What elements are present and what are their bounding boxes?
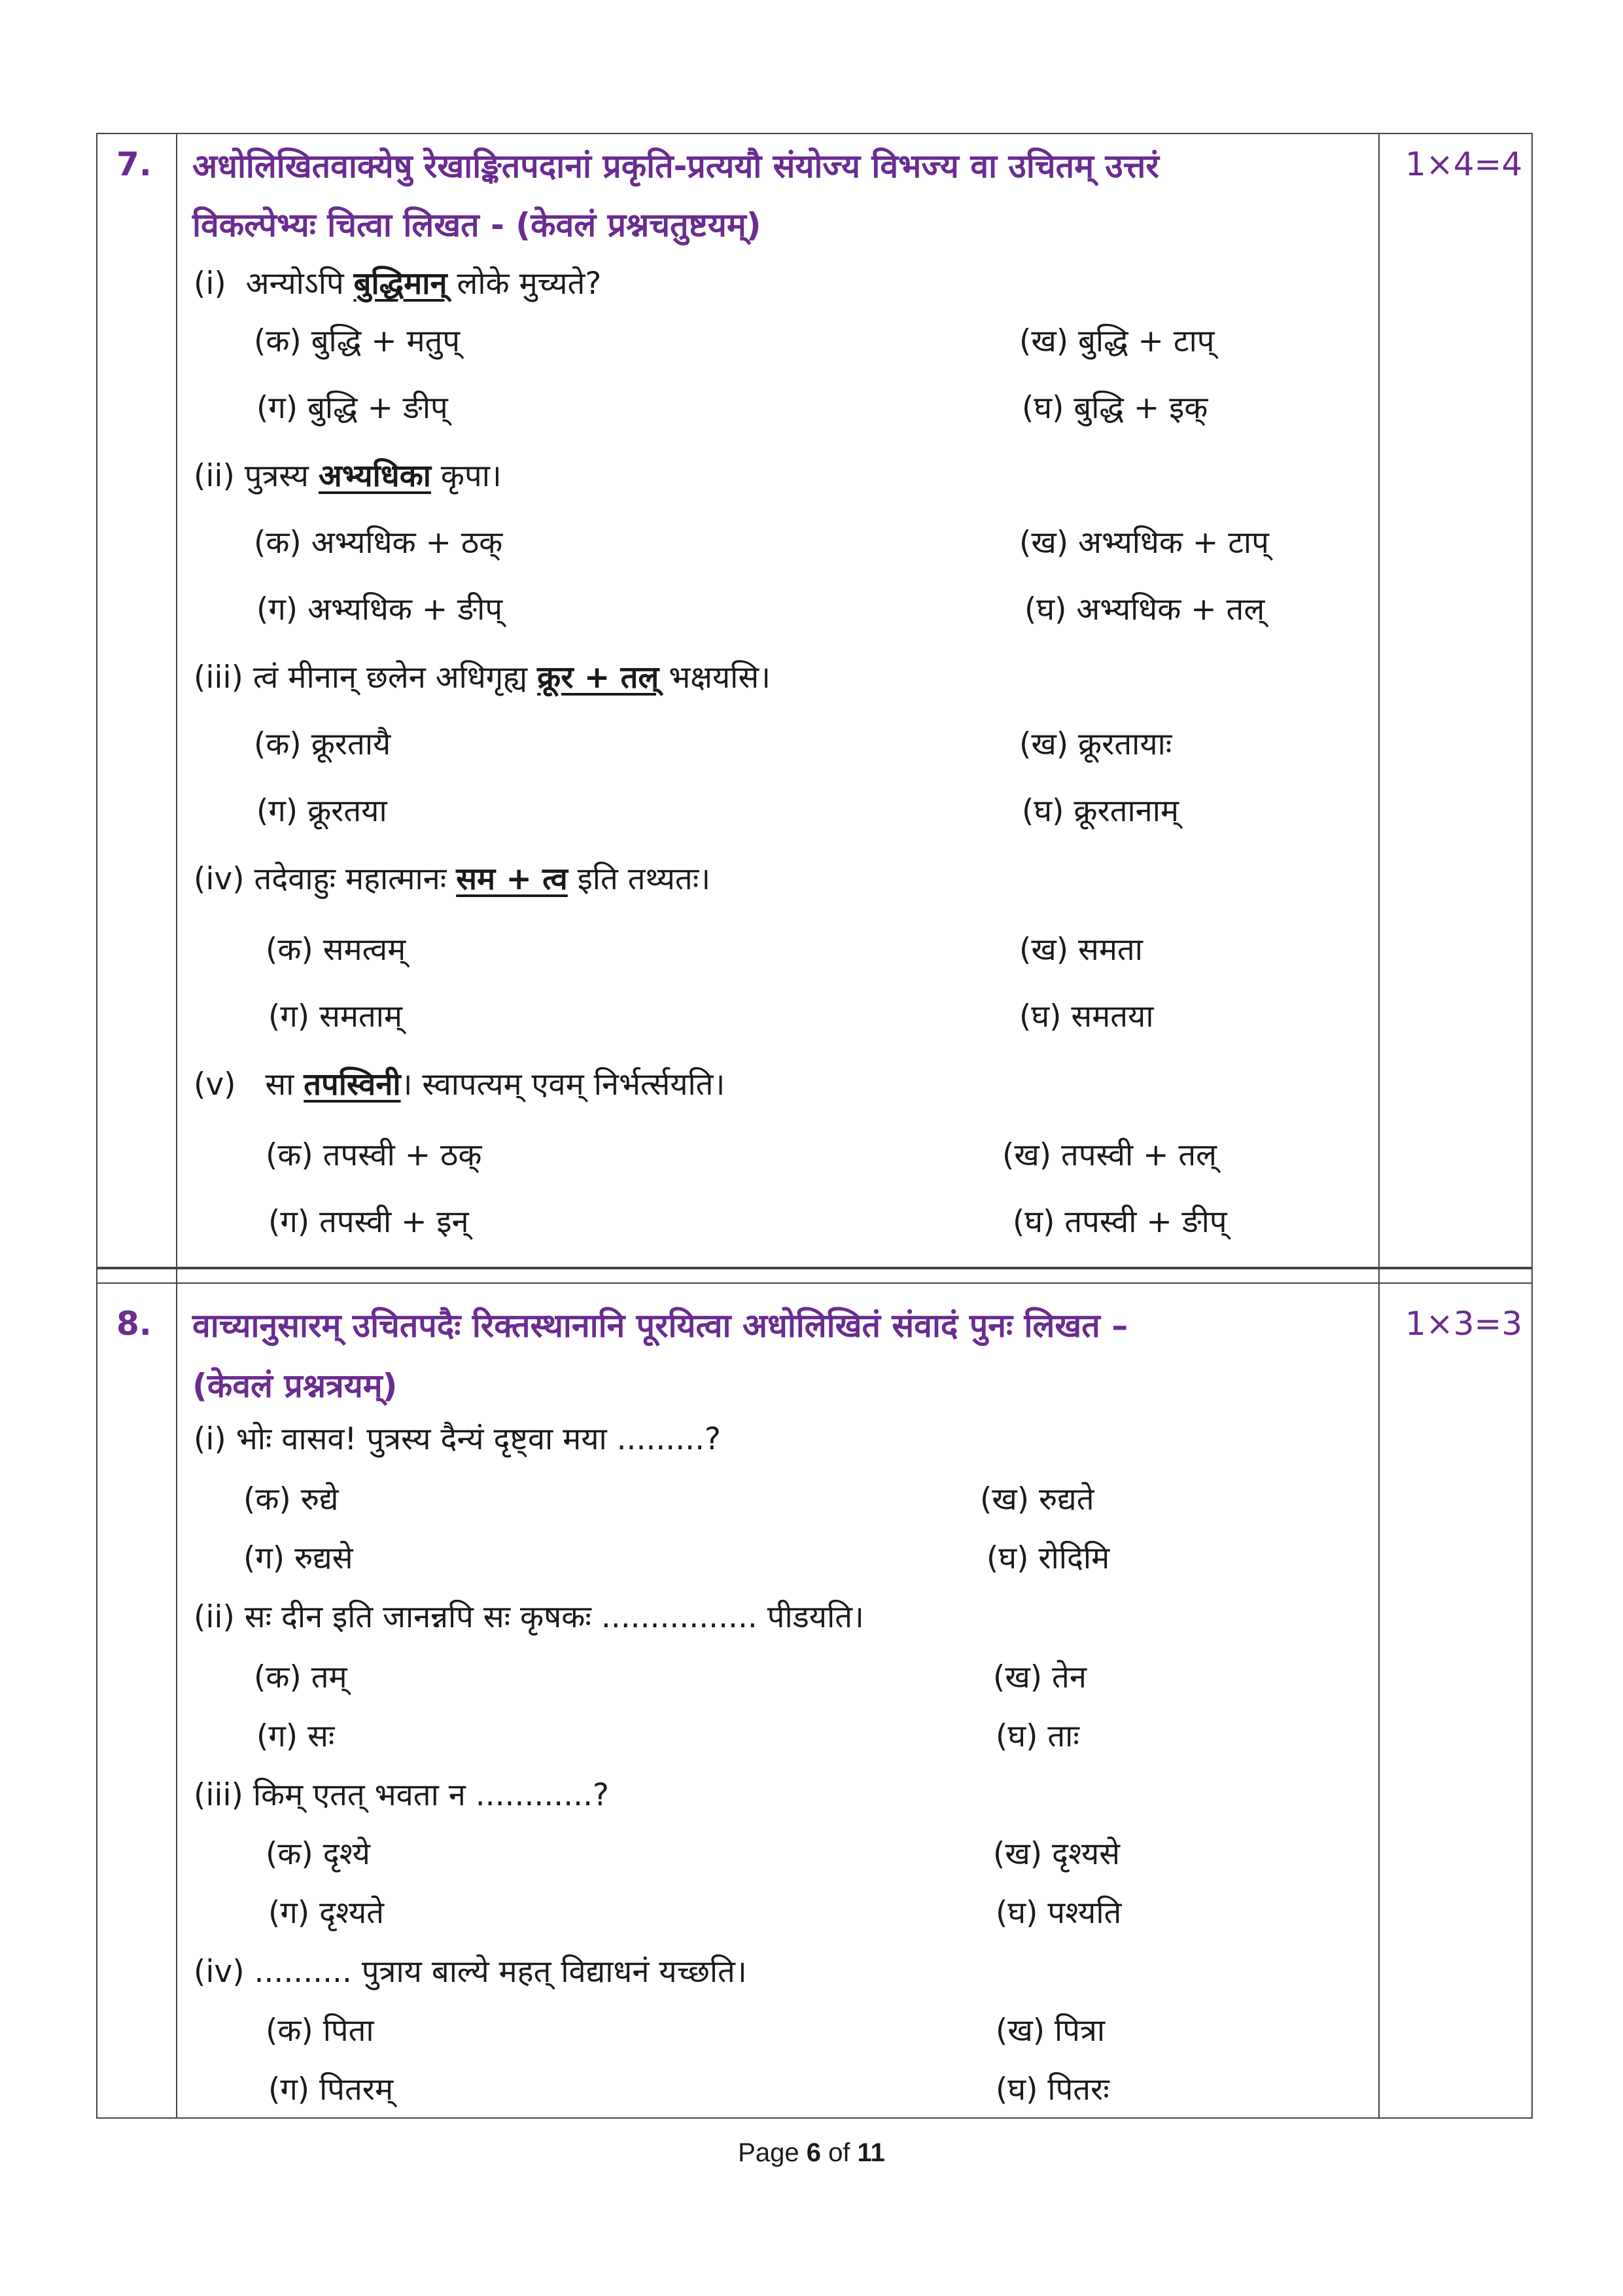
option-ka: (क) तम्	[254, 1659, 347, 1695]
q7-item-5	[194, 1067, 725, 1103]
option-ga: (ग) समताम्	[268, 998, 403, 1034]
column-divider	[1378, 134, 1380, 1268]
question-8-heading: वाच्यानुसारम् उचितपदैः रिक्तस्थानानि पूरयित्वा अधोलिखितं संवादं पुनः लिखत –	[192, 1307, 1128, 1345]
option-ga: (ग) बुद्धि + ङीप्	[256, 390, 448, 426]
footer-prefix: Page	[738, 2138, 799, 2167]
option-ka: (क) दृश्ये	[266, 1836, 370, 1872]
option-ga: (ग) रुद्यसे	[243, 1540, 353, 1576]
option-ka: (क) रुद्ये	[243, 1481, 339, 1517]
item-text: त्वं मीनान् छलेन अधिगृह्य	[253, 660, 528, 696]
option-gha: (घ) अभ्यधिक + तल्	[1024, 592, 1265, 627]
q7-item-1	[194, 266, 602, 302]
option-gha: (घ) बुद्धि + इक्	[1022, 390, 1208, 426]
item-text: .......... पुत्राय बाल्ये महत् विद्याधनं यच्छति।	[254, 1954, 747, 1990]
option-gha: (घ) रोदिमि	[986, 1540, 1110, 1576]
q8-item-2	[194, 1599, 864, 1635]
question-7-number: 7.	[116, 145, 152, 183]
question-7-heading-line2: विकल्पेभ्यः चित्वा लिखत - (केवलं प्रश्नचतुष्टयम्)	[192, 206, 761, 244]
item-text: इति तथ्यतः।	[577, 861, 711, 897]
item-number: (ii)	[194, 458, 235, 494]
underlined-word: बुद्धिमान्	[353, 266, 447, 302]
option-gha: (घ) समतया	[1019, 998, 1154, 1034]
column-divider	[176, 134, 177, 1268]
option-ka: (क) तपस्वी + ठक्	[266, 1137, 482, 1173]
underlined-word: अभ्यधिका	[318, 458, 431, 494]
option-kha: (ख) तेन	[993, 1659, 1087, 1695]
option-ka: (क) बुद्धि + मतुप्	[254, 323, 461, 359]
item-number: (iv)	[194, 1954, 245, 1990]
q7-item-2	[194, 458, 502, 494]
item-text: अन्योऽपि	[245, 266, 344, 302]
option-ga: (ग) क्रूरतया	[256, 793, 387, 829]
item-text: कृपा।	[440, 458, 502, 494]
option-kha: (ख) पित्रा	[996, 2013, 1106, 2049]
item-text: । स्वापत्यम् एवम् निर्भर्त्सयति।	[400, 1067, 725, 1103]
underlined-word: सम + त्व	[456, 861, 568, 897]
footer-of: of	[828, 2138, 850, 2167]
question-7-heading: अधोलिखितवाक्येषु रेखाङ्कितपदानां प्रकृति-प्रत्ययौ संयोज्य विभज्य वा उचितम् उत्तरं	[192, 147, 1159, 185]
item-number: (ii)	[194, 1599, 235, 1635]
option-ga: (ग) सः	[256, 1718, 335, 1754]
item-text: पुत्रस्य	[244, 458, 309, 494]
item-text: सा	[265, 1067, 294, 1103]
row-divider	[97, 1282, 1531, 1284]
item-number: (iii)	[194, 660, 243, 696]
option-gha: (घ) पितरः	[996, 2072, 1109, 2108]
q8-item-4	[194, 1954, 747, 1990]
page-current: 6	[806, 2138, 821, 2167]
q7-item-4	[194, 861, 711, 897]
item-text: लोके मुच्यते?	[457, 266, 602, 302]
option-ga: (ग) पितरम्	[268, 2072, 394, 2108]
option-gha: (घ) पश्यति	[996, 1895, 1122, 1931]
option-gha: (घ) ताः	[996, 1718, 1079, 1754]
option-kha: (ख) रुद्यते	[980, 1481, 1094, 1517]
question-8-marks: 1×3=3	[1405, 1305, 1523, 1343]
underlined-word: तपस्विनी	[304, 1067, 401, 1103]
option-gha: (घ) तपस्वी + ङीप्	[1013, 1204, 1227, 1240]
item-number: (iii)	[194, 1777, 243, 1813]
question-8-number: 8.	[116, 1305, 152, 1343]
option-ka: (क) अभ्यधिक + ठक्	[254, 525, 503, 561]
page-total: 11	[857, 2138, 885, 2167]
option-kha: (ख) बुद्धि + टाप्	[1019, 323, 1215, 359]
item-text: किम् एतत् भवता न ............?	[253, 1777, 609, 1813]
question-7-marks: 1×4=4	[1405, 145, 1523, 183]
item-text: भक्षयसि।	[669, 660, 771, 696]
q8-item-3	[194, 1777, 609, 1813]
option-ka: (क) पिता	[266, 2013, 374, 2049]
item-text: भोः वासव! पुत्रस्य दैन्यं दृष्ट्वा मया .........?	[236, 1421, 722, 1457]
item-number: (v)	[194, 1067, 236, 1103]
option-gha: (घ) क्रूरतानाम्	[1022, 793, 1179, 829]
underlined-word: क्रूर + तल्	[537, 660, 659, 696]
question-8-heading-line2: (केवलं प्रश्नत्रयम्)	[192, 1367, 398, 1405]
item-text: सः दीन इति जानन्नपि सः कृषकः ................ पीडयति।	[244, 1599, 864, 1635]
option-ga: (ग) अभ्यधिक + ङीप्	[256, 592, 503, 627]
column-divider	[1378, 1268, 1380, 2117]
column-divider	[176, 1268, 177, 2117]
item-text: तदेवाहुः महात्मानः	[254, 861, 447, 897]
item-number: (i)	[194, 1421, 226, 1457]
item-number: (i)	[194, 266, 226, 302]
option-ga: (ग) तपस्वी + इन्	[268, 1204, 469, 1240]
item-number: (iv)	[194, 861, 245, 897]
option-ka: (क) क्रूरतायै	[254, 726, 391, 762]
page-footer	[0, 2138, 1623, 2168]
option-kha: (ख) अभ्यधिक + टाप्	[1019, 525, 1269, 561]
option-kha: (ख) तपस्वी + तल्	[1002, 1137, 1217, 1173]
option-kha: (ख) दृश्यसे	[993, 1836, 1121, 1872]
q7-item-3	[194, 660, 771, 696]
option-kha: (ख) क्रूरतायाः	[1019, 726, 1172, 762]
option-ga: (ग) दृश्यते	[268, 1895, 385, 1931]
q8-item-1	[194, 1421, 722, 1457]
option-ka: (क) समत्वम्	[266, 932, 406, 968]
option-kha: (ख) समता	[1019, 932, 1143, 968]
